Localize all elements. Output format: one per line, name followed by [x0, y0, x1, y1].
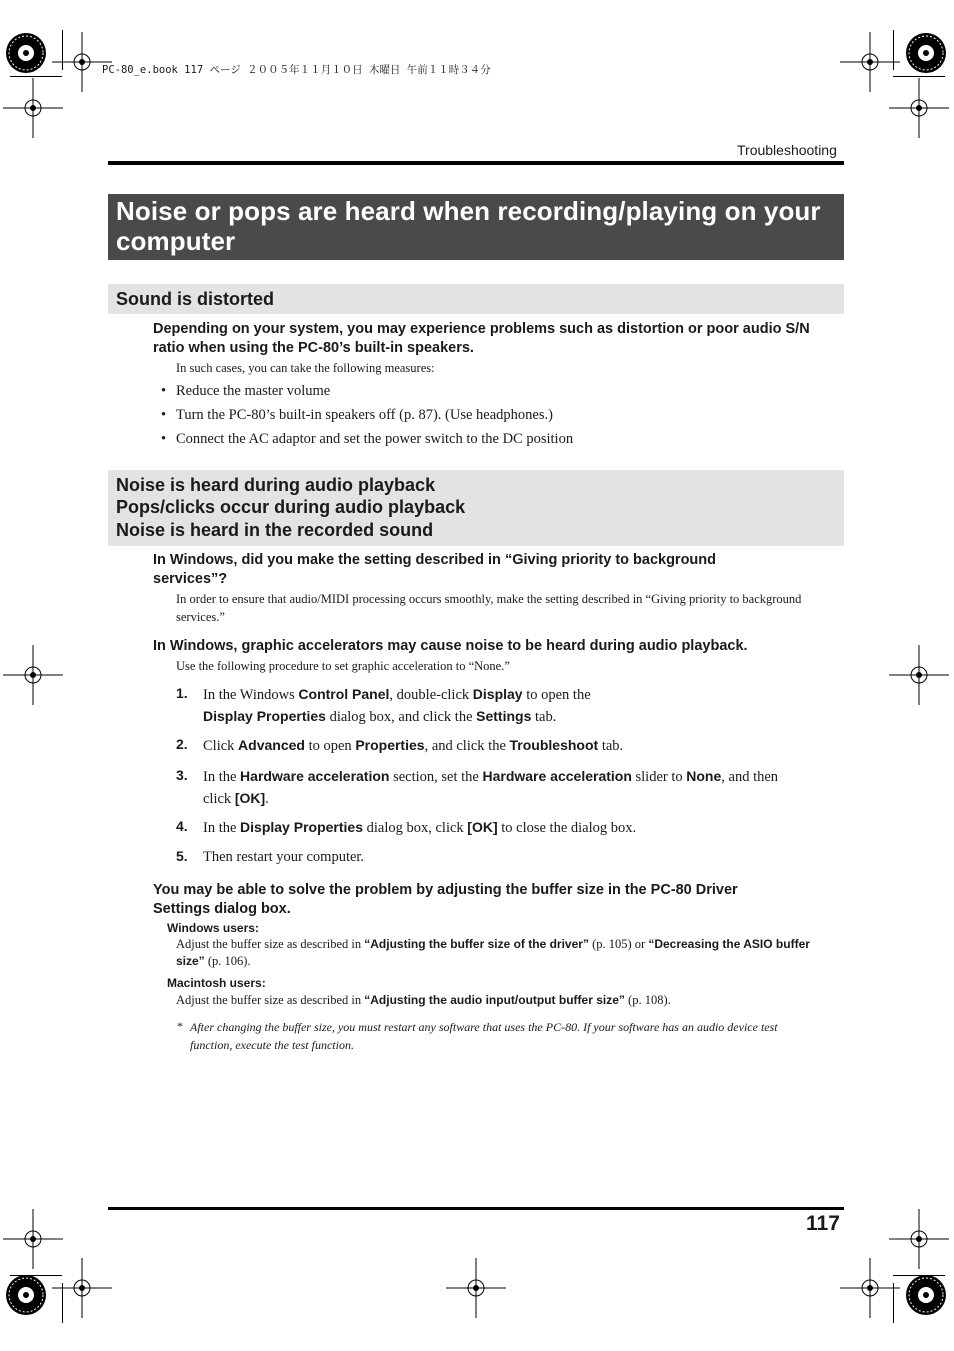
note-text: After changing the buffer size, you must restart any software that uses the PC-80. If your software has an audio device test function, execute the test function. [190, 1020, 778, 1052]
crosshair-mark-icon [840, 1258, 900, 1318]
step-number: 3. [176, 767, 188, 783]
print-header: PC-80_e.book 117 ページ ２００５年１１月１０日 木曜日 午前１１時３４分 [102, 64, 491, 76]
windows-users-label: Windows users: [167, 921, 259, 935]
ui-term: Troubleshoot [509, 737, 599, 753]
intro-text: In such cases, you can take the following measures: [176, 361, 435, 375]
running-header: Troubleshooting [737, 142, 837, 158]
crop-line [893, 1275, 945, 1276]
question: In Windows, graphic accelerators may cause noise to be heard during audio playback. [153, 638, 748, 654]
step-text: Then restart your computer. [203, 849, 365, 865]
question: You may be able to solve the problem by adjusting the buffer size in the PC-80 Driver Settings dialog box. [153, 882, 738, 917]
section-heading: Noise is heard in the recorded sound [116, 520, 434, 540]
step-text: In the Windows Control Panel, double-click Display to open the Display Properties dialog box, and click the Settings tab. [203, 686, 591, 725]
note-marker: * [177, 1019, 183, 1033]
reference: “Adjusting the buffer size of the driver” [364, 937, 589, 951]
bullet-icon: • [161, 431, 167, 447]
section-heading: Noise is heard during audio playback [116, 475, 436, 495]
reference: “Decreasing the ASIO buffer size” [176, 937, 810, 968]
answer-text: In order to ensure that audio/MIDI processing occurs smoothly, make the setting described in “Giving priority to background services.” [176, 592, 802, 624]
ui-term: None [686, 768, 722, 784]
ui-term: Display Properties [203, 708, 326, 724]
ui-term: Control Panel [298, 686, 390, 702]
ui-term: Advanced [238, 737, 305, 753]
bullet-icon: • [161, 407, 167, 423]
bullet-icon: • [161, 383, 167, 399]
answer-text: Use the following procedure to set graphic acceleration to “None.” [176, 659, 510, 673]
crop-line [10, 76, 62, 77]
list-item: Connect the AC adaptor and set the power switch to the DC position [176, 431, 574, 447]
crosshair-mark-icon [3, 78, 63, 138]
crop-line [62, 30, 63, 70]
crosshair-mark-icon [52, 1258, 112, 1318]
windows-users-text: Adjust the buffer size as described in “Adjusting the buffer size of the driver” (p. 105) or “Decreasing the ASIO buffer size” (p. 106). [176, 937, 810, 968]
ui-term: Hardware acceleration [482, 768, 632, 784]
question: In Windows, did you make the setting described in “Giving priority to background services”? [153, 552, 717, 587]
crop-line [893, 1283, 894, 1323]
ui-term: Display Properties [240, 819, 363, 835]
step-text: In the Hardware acceleration section, set the Hardware acceleration slider to None, and then click [OK]. [203, 768, 779, 807]
reference: “Adjusting the audio input/output buffer size” [364, 993, 625, 1007]
crop-line [62, 1283, 63, 1323]
page-title: Noise or pops are heard when recording/playing on your computer [116, 196, 821, 256]
crosshair-mark-icon [889, 645, 949, 705]
step-number: 1. [176, 685, 188, 701]
registration-mark-icon [0, 1265, 58, 1325]
ui-term: Hardware acceleration [240, 768, 390, 784]
page-number: 117 [806, 1212, 840, 1235]
crosshair-mark-icon [446, 1258, 506, 1318]
ui-term: Properties [355, 737, 425, 753]
ui-term: [OK] [234, 790, 266, 806]
mac-users-label: Macintosh users: [167, 976, 266, 990]
section-heading: Pops/clicks occur during audio playback [116, 497, 466, 517]
footer-rule [108, 1207, 844, 1210]
ui-term: Display [472, 686, 523, 702]
mac-users-text: Adjust the buffer size as described in “Adjusting the audio input/output buffer size” (p. 108). [176, 993, 671, 1007]
header-rule [108, 161, 844, 165]
step-number: 2. [176, 736, 188, 752]
registration-mark-icon [896, 1265, 954, 1325]
crop-line [10, 1275, 62, 1276]
step-text: In the Display Properties dialog box, click [OK] to close the dialog box. [203, 819, 637, 836]
step-text: Click Advanced to open Properties, and click the Troubleshoot tab. [203, 737, 624, 754]
list-item: Turn the PC-80’s built-in speakers off (p. 87). (Use headphones.) [176, 407, 553, 423]
crop-line [893, 76, 945, 77]
crosshair-mark-icon [3, 645, 63, 705]
list-item: Reduce the master volume [176, 383, 331, 399]
ui-term: [OK] [467, 819, 498, 835]
crop-line [893, 30, 894, 70]
step-number: 5. [176, 848, 188, 864]
section-heading: Sound is distorted [116, 289, 275, 309]
ui-term: Settings [476, 708, 532, 724]
crosshair-mark-icon [889, 78, 949, 138]
step-number: 4. [176, 818, 188, 834]
question: Depending on your system, you may experience problems such as distortion or poor audio S/N ratio when using the PC-80’s built-in speakers. [153, 321, 810, 356]
